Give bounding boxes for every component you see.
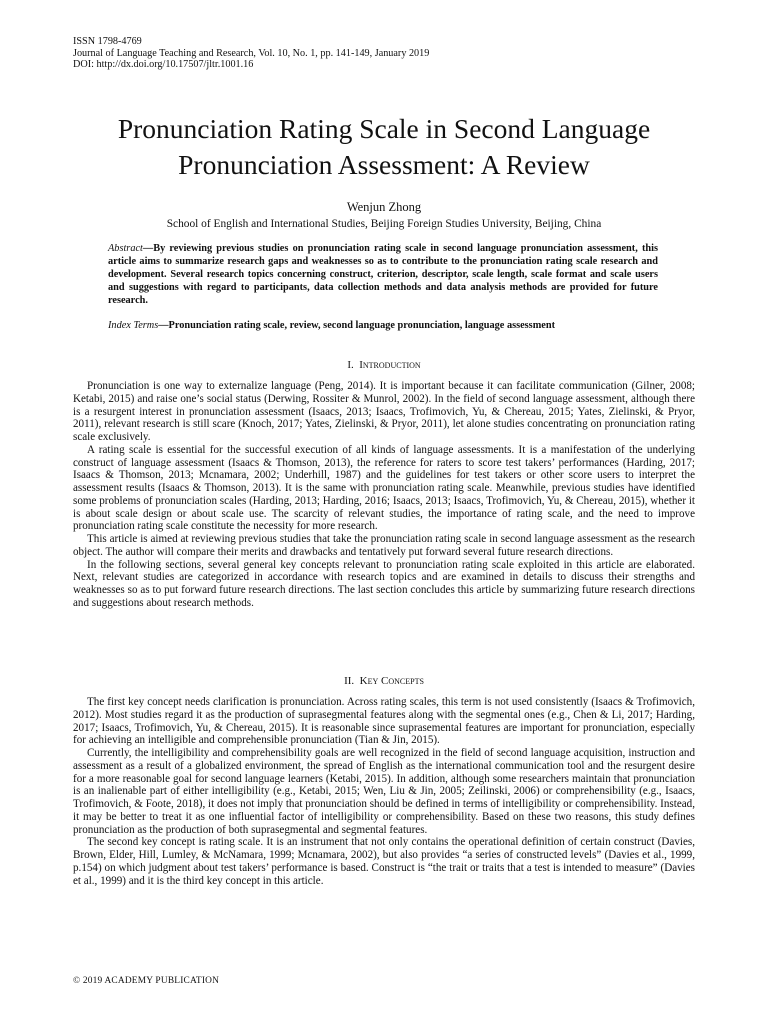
paragraph: A rating scale is essential for the successful execution of all kinds of language assessments. It is a manifestation of the underlying construct of language assessment (Isaacs & Thomson, 2013), the reference for raters to score test takers’ performances (Harding, 2017; Isaacs & Thomson, 2013; Mcnamara, 2002; Underhill, 1987) and the guidelines for test takers or other score users to interpret the assessment results (Isaacs & Thomson, 2013). It is the same with pronunciation rating scale. Meanwhile, previous studies have identified some problems of pronunciation scales (Harding, 2013; Harding, 2016; Isaacs, 2013; Isaacs, Trofimovich, Yu, & Chereau, 2015), whether it is about scale design or about scale use. The scarcity of relevant studies, the importance of rating scale, and the need to improve pronunciation rating scale constitute the necessity for more research. xyxy=(73,443,695,533)
section-heading-key-concepts xyxy=(40,675,728,687)
section-heading-introduction xyxy=(40,359,728,371)
section-title: Key Concepts xyxy=(359,675,424,687)
doi-line: DOI: http://dx.doi.org/10.17507/jltr.1001.16 xyxy=(73,59,254,71)
abstract xyxy=(108,242,658,307)
author-name: Wenjun Zhong xyxy=(346,200,422,214)
paper-title xyxy=(40,111,728,183)
paragraph: The first key concept needs clarification is pronunciation. Across rating scales, this term is not used consistently (Isaacs & Trofimovich, 2012). Most studies regard it as the production of suprasegmental features along with the segmental ones (e.g., Chen & Li, 2017; Harding, 2017; Isaacs, Trofimovich, Yu, & Chereau, 2015). It is reasonable since suprasemental features are important for pronunciation, especially for achieving an intelligible and comprehensible pronunciation (Tian & Jin, 2015). xyxy=(73,696,695,747)
section-title: Introduction xyxy=(359,359,421,371)
abstract-text: —By reviewing previous studies on pronunciation rating scale in second language pronunciation assessment, this article aims to summarize research gaps and weaknesses so as to contribute to the pronunciation rating scale research and development. Several research topics concerning construct, criterion, descriptor, scale length, scale format and scale users and suggestions with regard to participants, data collection methods and data analysis methods are provided for future research. xyxy=(108,243,658,307)
title-line-2: Pronunciation Assessment: A Review xyxy=(178,149,590,180)
paragraph: The second key concept is rating scale. It is an instrument that not only contains the operational definition of certain construct (Davies, Brown, Elder, Hill, Lumley, & McNamara, 1999; Mcnamara, 2002), but also provides “a series of constructed levels” (Davies et al., 1999, p.154) on which judgment about test takers’ performance is based. Construct is “the trait or traits that a test is intended to measure” (Davies et al., 1999) and it is the third key concept in this article. xyxy=(73,836,695,887)
index-terms xyxy=(108,320,668,331)
key-concepts-body xyxy=(73,696,695,887)
abstract-label: Abstract xyxy=(108,243,143,254)
paragraph: In the following sections, several general key concepts relevant to pronunciation rating scale exploited in this article are elaborated. Next, relevant studies are categorized in accordance with research topics and are examined in details to discuss their strengths and weaknesses so as to put forward future research directions. The last section concludes this article by summarizing future research directions and suggestions about research methods. xyxy=(73,558,695,609)
copyright-footer: © 2019 ACADEMY PUBLICATION xyxy=(73,976,220,986)
paragraph: Pronunciation is one way to externalize language (Peng, 2014). It is important because it can facilitate communication (Gilner, 2008; Ketabi, 2015) and raise one’s social status (Derwing, Rossiter & Munrol, 2002). In the field of second language assessment, although there is a resurgent interest in pronunciation assessment (Isaacs, 2013; Isaacs, Trofimovich, Yu, & Chereau, 2015; Yates, Zielinski, & Pryor, 2011), relevant research is still scare (Knoch, 2017; Yates, Zielinski, & Pryor, 2011), let alone studies concentrating on pronunciation rating scale exclusively. xyxy=(73,380,695,443)
paragraph: This article is aimed at reviewing previous studies that take the pronunciation rating scale in second language assessment as the research object. The author will compare their merits and drawbacks and tentatively put forward several future research directions. xyxy=(73,533,695,558)
journal-citation-line: Journal of Language Teaching and Research, Vol. 10, No. 1, pp. 141-149, January 2019 xyxy=(73,47,430,59)
index-terms-text: —Pronunciation rating scale, review, second language pronunciation, language assessment xyxy=(158,320,555,331)
author-affiliation: School of English and International Studies, Beijing Foreign Studies University, Beijing, China xyxy=(166,218,602,230)
journal-header xyxy=(73,36,429,71)
issn-line: ISSN 1798-4769 xyxy=(73,36,142,47)
introduction-body xyxy=(73,380,695,610)
index-terms-label: Index Terms xyxy=(108,320,159,331)
section-number: II. xyxy=(344,675,355,687)
section-number: I. xyxy=(347,359,354,371)
title-line-1: Pronunciation Rating Scale in Second Language xyxy=(117,113,651,144)
paragraph: Currently, the intelligibility and comprehensibility goals are well recognized in the field of second language acquisition, instruction and assessment as a result of a globalized environment, the spread of English as the international communication tool and the resurgent desire for a more reasonable goal for second language learners (Ketabi, 2015). In addition, although some researchers maintain that pronunciation is an inalienable part of either intelligibility (e.g., Ketabi, 2015; Wen, Liu & Jin, 2005; Zeilinski, 2006) or comprehensibility (e.g., Isaacs, Trofimovich, & Foote, 2018), it does not imply that pronunciation should be defined in terms of intelligibility or comprehensibility. Instead, it may be better to treat it as one influential factor of intelligibility or comprehensibility. Based on these two reasons, this study defines pronunciation as the production of both suprasegmental and segmental features. xyxy=(73,747,695,836)
